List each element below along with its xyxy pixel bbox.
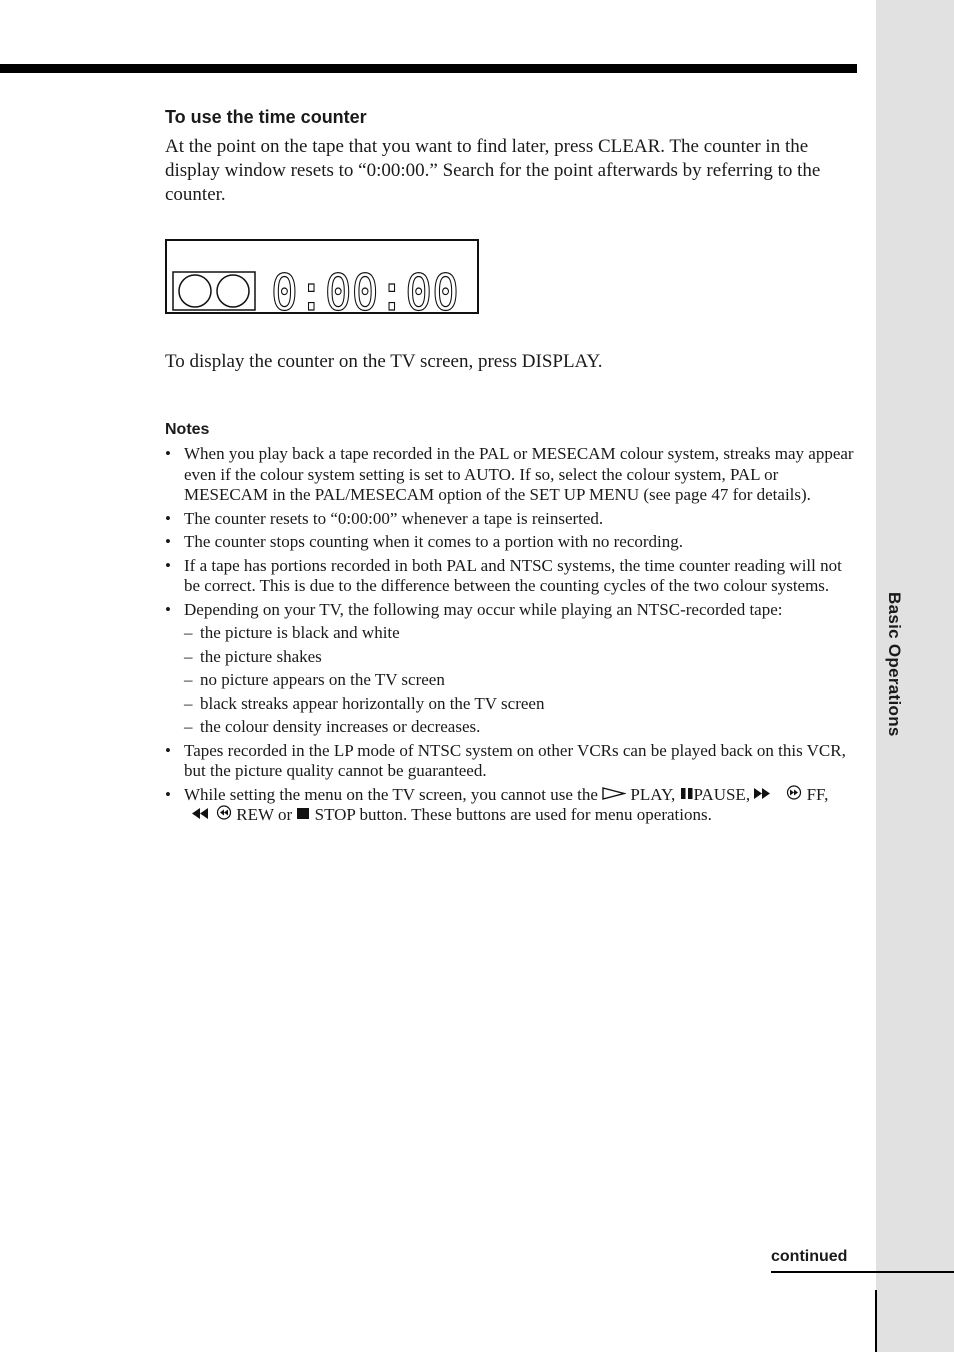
sub-list-item <box>184 623 860 644</box>
fast-forward-icon <box>754 787 786 800</box>
sub-list-item <box>184 647 860 668</box>
dash: – <box>184 717 193 736</box>
note-text: The counter resets to “0:00:00” whenever a tape is reinserted. <box>184 508 604 528</box>
bullet: • <box>165 555 171 575</box>
counter-readout: 0:00:00 <box>271 264 459 316</box>
dash: – <box>184 670 193 689</box>
pause-label: PAUSE, <box>693 784 751 804</box>
bullet: • <box>165 532 171 551</box>
top-rule <box>0 64 857 73</box>
continued-rule <box>771 1271 954 1273</box>
continued-label: continued <box>771 1248 848 1265</box>
sub-item-text: the colour density increases or decreases. <box>200 717 481 736</box>
sub-list-item <box>184 670 860 691</box>
tape-reel-right-icon <box>217 275 249 307</box>
rewind-icon <box>184 807 216 820</box>
section-heading: To use the time counter <box>165 107 367 127</box>
note-text: If a tape has portions recorded in both PAL and NTSC systems, the time counter reading will not be correct. This is due to the difference between the counting cycles of the two colour systems. <box>184 555 842 595</box>
bullet: • <box>165 784 171 804</box>
note-item <box>165 741 860 782</box>
sub-item-text: no picture appears on the TV screen <box>200 670 445 689</box>
note-text: The counter stops counting when it comes to a portion with no recording. <box>184 532 684 551</box>
note-text: When you play back a tape recorded in the PAL or MESECAM colour system, streaks may appear even if the colour system setting is set to AUTO. If so, select the colour system, PAL or MESECAM in the PAL/MESECAM option of the SET UP MENU (see page 47 for details). <box>184 444 854 504</box>
dash: – <box>184 623 193 642</box>
note-item-menu-buttons <box>165 785 860 826</box>
sub-item-text: black streaks appear horizontally on the TV screen <box>200 693 545 713</box>
note-text: Tapes recorded in the LP mode of NTSC system on other VCRs can be played back on this VCR, but the picture quality cannot be guaranteed. <box>184 740 846 780</box>
sub-list-item <box>184 694 860 715</box>
ntsc-effects-list <box>184 623 860 738</box>
note-item <box>165 509 860 530</box>
counter-display-illustration <box>165 239 479 314</box>
section-side-label: Basic Operations <box>885 592 904 737</box>
corner-rule <box>875 1290 877 1352</box>
rew-label: REW or <box>236 805 293 824</box>
fast-forward-circle-icon <box>786 785 802 800</box>
rewind-circle-icon <box>216 805 232 820</box>
ff-label: FF, <box>806 784 829 804</box>
play-icon <box>602 787 626 800</box>
bullet: • <box>165 740 171 760</box>
intro-paragraph: At the point on the tape that you want to find later, press CLEAR. The counter in the display window resets to “0:00:00.” Search for the point afterwards by referring to the counter. <box>165 136 821 205</box>
display-instruction: To display the counter on the TV screen, press DISPLAY. <box>165 351 603 372</box>
sub-item-text: the picture shakes <box>200 646 322 666</box>
sub-list-item <box>184 717 860 738</box>
tape-reel-left-icon <box>179 275 211 307</box>
bullet: • <box>165 444 171 463</box>
notes-heading: Notes <box>165 421 210 438</box>
counter-display-graphic <box>167 241 481 316</box>
bullet: • <box>165 508 171 528</box>
note-item <box>165 532 860 553</box>
sub-item-text: the picture is black and white <box>200 623 400 642</box>
note-item <box>165 444 860 506</box>
note-text: While setting the menu on the TV screen, you cannot use the <box>184 784 598 804</box>
pause-icon <box>680 787 694 800</box>
play-label: PLAY, <box>630 784 676 804</box>
stop-icon <box>296 807 310 820</box>
dash: – <box>184 693 193 713</box>
bullet: • <box>165 599 171 619</box>
note-item <box>165 556 860 597</box>
note-item <box>165 600 860 738</box>
dash: – <box>184 646 193 666</box>
page-content <box>165 105 860 829</box>
stop-label: STOP button. These buttons are used for menu operations. <box>314 805 712 824</box>
notes-list <box>165 444 860 826</box>
note-text: Depending on your TV, the following may occur while playing an NTSC-recorded tape: <box>184 599 783 619</box>
